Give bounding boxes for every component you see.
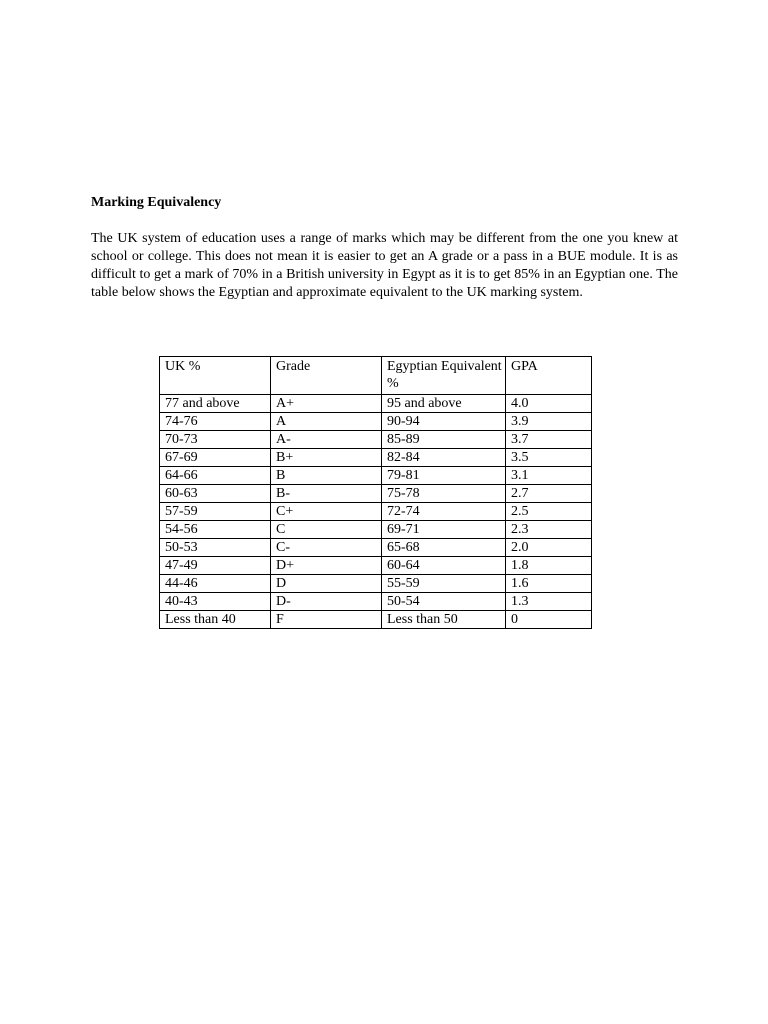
cell-gpa: 2.7 xyxy=(506,485,592,503)
marking-equivalency-table xyxy=(159,356,592,629)
cell-uk-percent: 60-63 xyxy=(160,485,271,503)
intro-paragraph: The UK system of education uses a range of marks which may be different from the one you knew at school or college. This does not mean it is easier to get an A grade or a pass in a BUE module. It is as difficult to get a mark of 70% in a British university in Egypt as it is to get 85% in an Egyptian one. The table below shows the Egyptian and approximate equivalent to the UK marking system. xyxy=(91,231,678,300)
cell-gpa: 2.5 xyxy=(506,503,592,521)
cell-egyptian-equivalent: 60-64 xyxy=(382,557,506,575)
table-row xyxy=(160,413,592,431)
cell-grade: A+ xyxy=(271,395,382,413)
cell-uk-percent: 77 and above xyxy=(160,395,271,413)
cell-grade: C xyxy=(271,521,382,539)
cell-uk-percent: 64-66 xyxy=(160,467,271,485)
cell-grade: B+ xyxy=(271,449,382,467)
cell-uk-percent: 67-69 xyxy=(160,449,271,467)
table-row xyxy=(160,467,592,485)
table-row xyxy=(160,539,592,557)
cell-gpa: 3.1 xyxy=(506,467,592,485)
cell-gpa: 0 xyxy=(506,611,592,629)
table-row xyxy=(160,449,592,467)
cell-egyptian-equivalent: 79-81 xyxy=(382,467,506,485)
cell-gpa: 1.6 xyxy=(506,575,592,593)
cell-egyptian-equivalent: 69-71 xyxy=(382,521,506,539)
header-grade: Grade xyxy=(271,357,382,395)
cell-uk-percent: 70-73 xyxy=(160,431,271,449)
header-gpa: GPA xyxy=(506,357,592,395)
cell-egyptian-equivalent: 82-84 xyxy=(382,449,506,467)
cell-gpa: 2.3 xyxy=(506,521,592,539)
cell-uk-percent: 50-53 xyxy=(160,539,271,557)
cell-gpa: 3.5 xyxy=(506,449,592,467)
cell-grade: F xyxy=(271,611,382,629)
cell-grade: C+ xyxy=(271,503,382,521)
cell-grade: D+ xyxy=(271,557,382,575)
cell-gpa: 4.0 xyxy=(506,395,592,413)
cell-grade: B- xyxy=(271,485,382,503)
cell-egyptian-equivalent: 50-54 xyxy=(382,593,506,611)
table-row xyxy=(160,485,592,503)
header-uk-percent: UK % xyxy=(160,357,271,395)
cell-gpa: 3.9 xyxy=(506,413,592,431)
table-row xyxy=(160,431,592,449)
table-row xyxy=(160,611,592,629)
table-row xyxy=(160,557,592,575)
cell-egyptian-equivalent: 72-74 xyxy=(382,503,506,521)
table-header-row xyxy=(160,357,592,395)
cell-egyptian-equivalent: 55-59 xyxy=(382,575,506,593)
header-egyptian-equivalent: Egyptian Equivalent % xyxy=(382,357,506,395)
cell-egyptian-equivalent: Less than 50 xyxy=(382,611,506,629)
cell-grade: D xyxy=(271,575,382,593)
cell-gpa: 1.8 xyxy=(506,557,592,575)
cell-egyptian-equivalent: 90-94 xyxy=(382,413,506,431)
cell-grade: A xyxy=(271,413,382,431)
cell-gpa: 3.7 xyxy=(506,431,592,449)
cell-grade: C- xyxy=(271,539,382,557)
document-body xyxy=(91,194,678,302)
cell-uk-percent: 74-76 xyxy=(160,413,271,431)
cell-uk-percent: 44-46 xyxy=(160,575,271,593)
cell-egyptian-equivalent: 65-68 xyxy=(382,539,506,557)
table-body xyxy=(160,395,592,629)
cell-grade: D- xyxy=(271,593,382,611)
cell-uk-percent: 57-59 xyxy=(160,503,271,521)
cell-uk-percent: 40-43 xyxy=(160,593,271,611)
cell-uk-percent: Less than 40 xyxy=(160,611,271,629)
cell-gpa: 2.0 xyxy=(506,539,592,557)
table-row xyxy=(160,593,592,611)
table-row xyxy=(160,395,592,413)
cell-egyptian-equivalent: 75-78 xyxy=(382,485,506,503)
table-row xyxy=(160,503,592,521)
table-row xyxy=(160,521,592,539)
cell-grade: B xyxy=(271,467,382,485)
cell-egyptian-equivalent: 85-89 xyxy=(382,431,506,449)
table-row xyxy=(160,575,592,593)
cell-gpa: 1.3 xyxy=(506,593,592,611)
cell-egyptian-equivalent: 95 and above xyxy=(382,395,506,413)
cell-uk-percent: 54-56 xyxy=(160,521,271,539)
page-title: Marking Equivalency xyxy=(91,195,222,210)
cell-grade: A- xyxy=(271,431,382,449)
cell-uk-percent: 47-49 xyxy=(160,557,271,575)
